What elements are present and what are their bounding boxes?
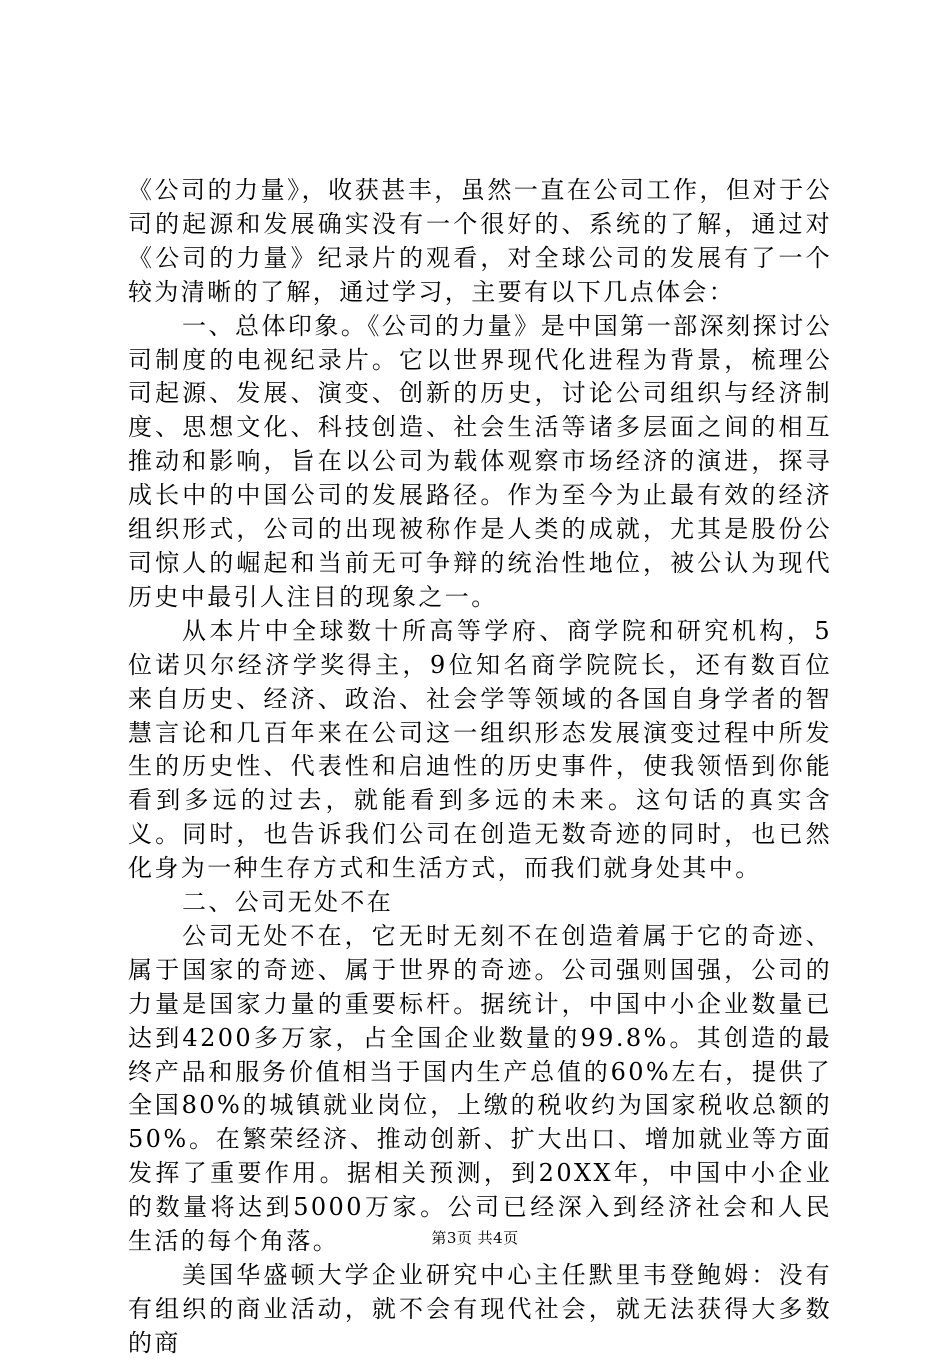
page-number-footer: 第3页 共4页 — [431, 1229, 519, 1247]
paragraph-intro: 《公司的力量》，收获甚丰，虽然一直在公司工作，但对于公司的起源和发展确实没有一个很好的、系统的了解，通过对《公司的力量》纪录片的观看，对全球公司的发展有了一个较为清晰的了解，通过学习，主要有以下几点体会： — [128, 176, 832, 306]
document-body — [128, 174, 832, 1361]
paragraph-scholars: 从本片中全球数十所高等学府、商学院和研究机构，5位诺贝尔经济学奖得主，9位知名商学院院长，还有数百位来自历史、经济、政治、社会学等领域的各国自身学者的智慧言论和几百年来在公司这一组织形态发展演变过程中所发生的历史性、代表性和启迪性的历史事件，使我领悟到你能看到多远的过去，就能看到多远的未来。这句话的真实含义。同时，也告诉我们公司在创造无数奇迹的同时，也已然化身为一种生存方式和生活方式，而我们就身处其中。 — [128, 616, 832, 883]
section-heading-everywhere: 二、公司无处不在 — [182, 888, 394, 917]
paragraph-statistics: 公司无处不在，它无时无刻不在创造着属于它的奇迹、属于国家的奇迹、属于世界的奇迹。公司强则国强，公司的力量是国家力量的重要标杆。据统计，中国中小企业数量已达到4200多万家，占全国企业数量的99.8%。其创造的最终产品和服务价值相当于国内生产总值的60%左右，提供了全国80%的城镇就业岗位，上缴的税收约为国家税收总额的50%。在繁荣经济、推动创新、扩大出口、增加就业等方面发挥了重要作用。据相关预测，到20XX年，中国中小企业的数量将达到5000万家。公司已经深入到经济社会和人民生活的每个角落。 — [128, 921, 832, 1256]
paragraph-quote: 美国华盛顿大学企业研究中心主任默里韦登鲍姆：没有有组织的商业活动，就不会有现代社会，就无法获得大多数的商 — [128, 1261, 832, 1357]
paragraph-overall-impression: 一、总体印象。《公司的力量》是中国第一部深刻探讨公司制度的电视纪录片。它以世界现代化进程为背景，梳理公司起源、发展、演变、创新的历史，讨论公司组织与经济制度、思想文化、科技创造、社会生活等诸多层面之间的相互推动和影响，旨在以公司为载体观察市场经济的演进，探寻成长中的中国公司的发展路径。作为至今为止最有效的经济组织形式，公司的出现被称作是人类的成就，尤其是股份公司惊人的崛起和当前无可争辩的统治性地位，被公认为现代历史中最引人注目的现象之一。 — [128, 311, 832, 611]
